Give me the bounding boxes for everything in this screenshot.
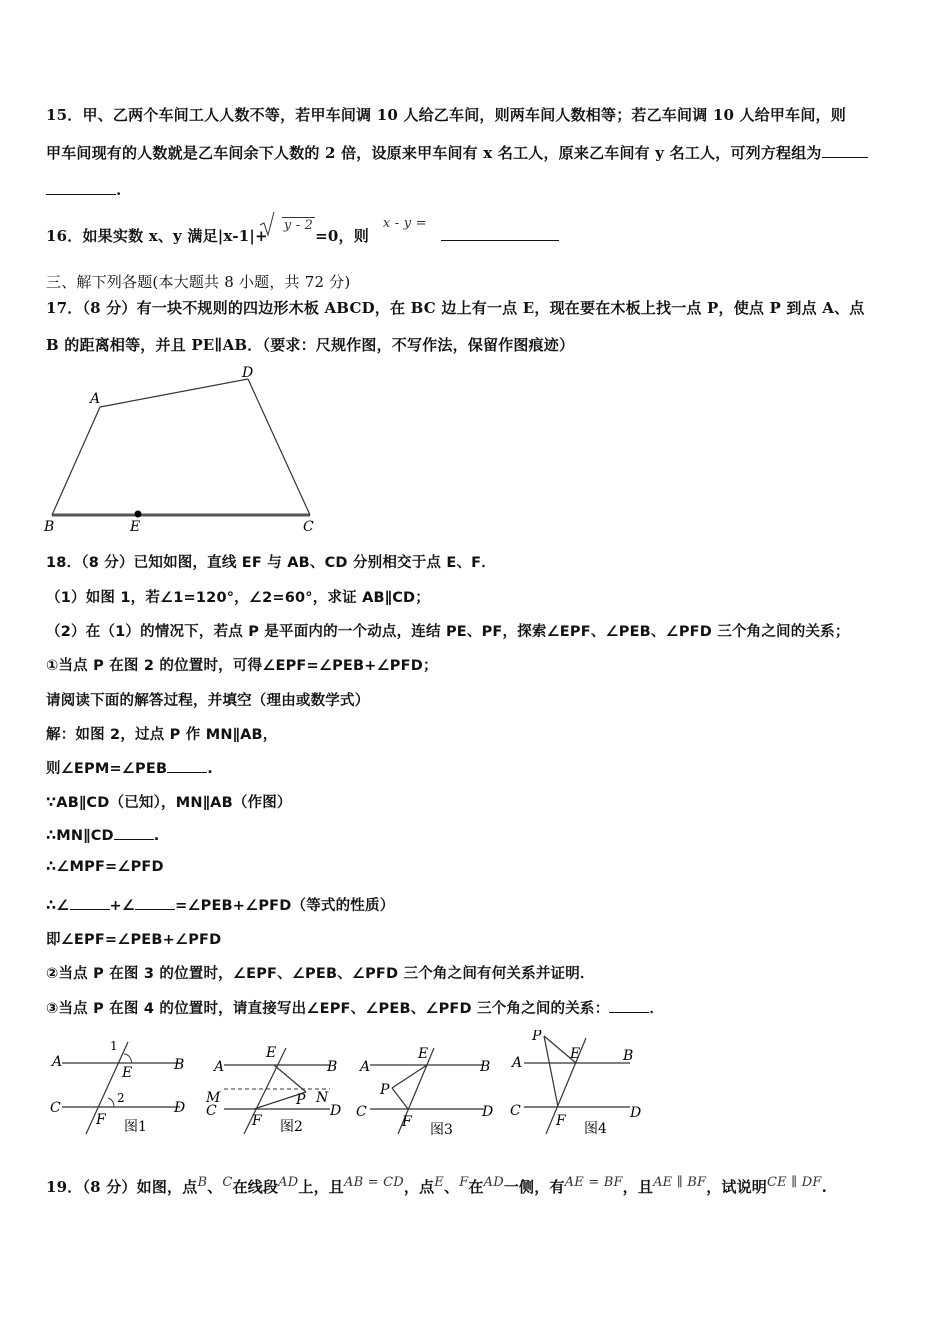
fig2-label-a: A [214,1059,225,1075]
fig3-label-b: B [480,1059,491,1075]
figure-1 [50,1039,185,1135]
fig1-label-a: A [52,1054,63,1070]
answer-blank[interactable] [822,143,868,158]
fig3-label-p: P [380,1082,390,1098]
segment-ad [100,379,248,407]
q18-line7: 则∠EPM=∠PEB [46,761,168,777]
q19-text-8: 一侧，有 [503,1178,565,1196]
q16-mid: =0，则 [315,227,369,245]
answer-blank[interactable] [46,180,116,195]
q19-text-5: ，点 [403,1178,435,1196]
answer-blank[interactable] [441,226,559,241]
q15-line3-end: . [116,181,122,199]
segment-dc [248,379,310,515]
figure-3 [356,1046,493,1138]
fig1-label-f: F [96,1112,106,1128]
fig3-label-f: F [402,1114,412,1130]
section-title: 三、解下列各题(本大题共 8 小题，共 72 分) [46,273,351,291]
answer-blank[interactable] [114,825,154,840]
q15-line2-wrap [46,142,868,163]
label-b: B [44,519,55,535]
q19-text-4: 上，且 [298,1178,344,1196]
q19-math-3: AD [278,1175,299,1190]
label-d: D [242,365,254,381]
answer-blank[interactable] [609,998,649,1013]
q19-math-4: AB = CD [344,1175,404,1190]
q19-math-6: F [459,1175,469,1190]
q18-line14: ③当点 P 在图 4 的位置时，请直接写出∠EPF、∠PEB、∠PFD 三个角之间的关系： [46,1001,610,1017]
q18-line12: 即∠EPF=∠PEB+∠PFD [46,932,222,948]
q18-line14-wrap [46,997,664,1018]
q19-text-6: 、 [443,1178,460,1196]
fig2-label-e: E [266,1045,277,1061]
q19-line [46,1176,827,1197]
q18-line11-a: ∴∠ [46,898,70,914]
q17-quadrilateral-figure [40,365,330,535]
fig1-angle-2: 2 [117,1091,125,1105]
fig4-label-p: P [532,1030,542,1044]
fig1-label-d: D [174,1100,186,1116]
fig2-label-b: B [327,1059,338,1075]
label-c: C [303,519,314,535]
q18-line1: 18．（8 分）已知如图，直线 EF 与 AB、CD 分别相交于点 E、F． [46,555,496,571]
label-e: E [130,519,141,535]
q17-line2: B 的距离相等，并且 PE∥AB．（要求：尺规作图，不写作法，保留作图痕迹） [46,336,575,354]
fig1-label-c: C [50,1100,61,1116]
q19-math-9: AE ∥ BF [653,1175,707,1190]
q18-line2: （1）如图 1，若∠1=120°，∠2=60°，求证 AB∥CD； [46,590,430,606]
q15-line1: 15．甲、乙两个车间工人人数不等，若甲车间调 10 人给乙车间，则两车间人数相等；若乙车间调 10 人给甲车间，则 [46,106,846,124]
fig4-label-f: F [556,1113,566,1129]
q19-math-8: AE = BF [564,1175,623,1190]
q16-prefix: 16．如果实数 x、y 满足|x-1|+ [46,227,268,245]
figure-2 [205,1045,341,1135]
q18-line3: （2）在（1）的情况下，若点 P 是平面内的一个动点，连结 PE、PF，探索∠EPF、∠PEB、∠PFD 三个角之间的关系； [46,624,850,640]
q18-line7-wrap [46,757,213,778]
q19-math-10: CE ∥ DF [767,1175,822,1190]
fig4-caption: 图4 [584,1121,607,1137]
fig2-label-n: N [316,1090,329,1106]
q16-expr: x - y = [382,216,427,231]
q19-math-2: C [222,1175,233,1190]
fig3-label-d: D [482,1104,494,1120]
fig4-label-e: E [570,1046,581,1062]
q18-line6: 解：如图 2，过点 P 作 MN∥AB， [46,727,278,743]
q18-line11-c: =∠PEB+∠PFD（等式的性质） [175,898,395,914]
fig4-label-a: A [512,1055,523,1071]
q16-line [46,216,559,246]
q18-line9-wrap [46,825,160,844]
fig3-label-c: C [356,1104,367,1120]
q19-math-7: AD [483,1175,504,1190]
answer-blank[interactable] [135,895,175,910]
q15-line3-wrap [46,180,121,199]
q18-line10: ∴∠MPF=∠PFD [46,859,164,875]
q16-sqrt: y - 2 [283,218,314,233]
q19-text-7: 在 [468,1178,484,1196]
fig1-label-b: B [174,1057,185,1073]
point-e [135,511,142,518]
fig2-label-c: C [206,1103,217,1119]
q18-line11-b: +∠ [109,898,136,914]
fig2-caption: 图2 [280,1119,303,1135]
q18-line11-wrap [46,894,394,915]
fig4-label-c: C [510,1103,521,1119]
q18-line13: ②当点 P 在图 3 的位置时，∠EPF、∠PEB、∠PFD 三个角之间有何关系并证明． [46,966,595,982]
q18-line8: ∵AB∥CD（已知），MN∥AB（作图） [46,795,292,811]
fig2-label-p: P [296,1092,306,1108]
q19-text-10: ，试说明 [706,1178,768,1196]
fig3-label-a: A [360,1059,371,1075]
q19-text-9: ，且 [622,1178,654,1196]
q19-math-5: E [434,1175,444,1190]
period: . [207,761,213,777]
q17-line1: 17．（8 分）有一块不规则的四边形木板 ABCD，在 BC 边上有一点 E，现在要在木板上找一点 P，使点 P 到点 A、点 [46,299,865,317]
q19-text-2: 、 [207,1178,223,1196]
period: . [153,828,160,844]
label-a: A [90,391,101,407]
sqrt-sign-icon [258,211,276,237]
q19-text-11: . [821,1178,828,1196]
q18-line9: ∴MN∥CD [46,828,114,844]
q15-line2: 甲车间现有的人数就是乙车间余下人数的 2 倍，设原来甲车间有 x 名工人，原来乙车间有 y 名工人，可列方程组为 [46,144,822,162]
fig4-label-b: B [623,1048,634,1064]
fig2-label-m: M [206,1090,221,1106]
fig1-caption: 图1 [124,1119,147,1135]
q19-text-1: 19．（8 分）如图，点 [46,1178,198,1196]
fig3-label-e: E [418,1046,429,1062]
answer-blank[interactable] [70,895,110,910]
q19-math-1: B [197,1175,208,1190]
q18-line4: ①当点 P 在图 2 的位置时，可得∠EPF=∠PEB+∠PFD； [46,658,438,674]
period: ． [649,1001,665,1017]
fig2-label-f: F [252,1113,262,1129]
fig4-label-d: D [630,1105,642,1121]
fig3-caption: 图3 [430,1122,453,1138]
q19-text-3: 在线段 [232,1178,279,1196]
answer-blank[interactable] [167,758,207,773]
q18-line5: 请阅读下面的解答过程，并填空（理由或数学式） [46,693,370,709]
q18-figures [40,1030,660,1145]
fig1-angle-1: 1 [110,1039,118,1053]
figure-4 [510,1030,641,1137]
segment-ab [52,407,100,515]
fig1-label-e: E [122,1065,133,1081]
fig2-label-d: D [330,1103,342,1119]
